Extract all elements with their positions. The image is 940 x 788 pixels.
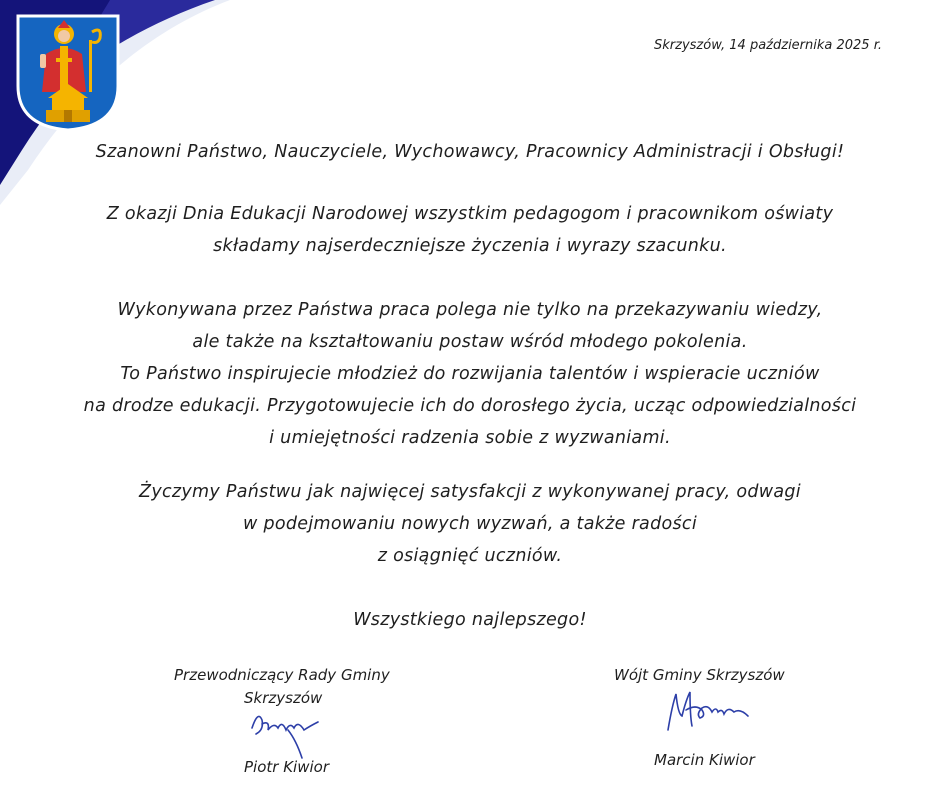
- paragraph-line: na drodze edukacji. Przygotowujecie ich do dorosłego życia, ucząc odpowiedzialności: [83, 396, 857, 416]
- paragraph-line: i umiejętności radzenia sobie z wyzwaniami.: [269, 428, 671, 448]
- paragraph-line: ale także na kształtowaniu postaw wśród młodego pokolenia.: [192, 332, 748, 352]
- paragraph-line: To Państwo inspirujecie młodzież do rozwijania talentów i wspieracie uczniów: [120, 364, 820, 384]
- salutation-line: Szanowni Państwo, Nauczyciele, Wychowawcy, Pracownicy Administracji i Obsługi!: [95, 142, 845, 162]
- salutation: [0, 136, 940, 168]
- paragraph-appreciation: [0, 294, 940, 454]
- closing-line: [0, 604, 940, 636]
- mayor-title: Wójt Gminy Skrzyszów: [614, 666, 785, 684]
- paragraph-line: Z okazji Dnia Edukacji Narodowej wszystkim pedagogom i pracownikom oświaty: [106, 204, 834, 224]
- council-chair-title-line1: Przewodniczący Rady Gminy: [174, 666, 390, 684]
- council-chair-title-line2: Skrzyszów: [244, 689, 323, 707]
- paragraph-line: Wykonywana przez Państwa praca polega nie tylko na przekazywaniu wiedzy,: [117, 300, 823, 320]
- mayor-signature: [662, 686, 754, 736]
- paragraph-line: w podejmowaniu nowych wyzwań, a także radości: [242, 514, 698, 534]
- council-chair-name: Piotr Kiwior: [244, 758, 329, 776]
- mayor-name: Marcin Kiwior: [654, 751, 755, 769]
- paragraph-line: z osiągnięć uczniów.: [377, 546, 563, 566]
- paragraph-greeting: [0, 198, 940, 262]
- letter-date: Skrzyszów, 14 października 2025 r.: [654, 38, 882, 53]
- council-chair-signature: [244, 700, 324, 762]
- coat-of-arms-logo: [16, 14, 120, 132]
- paragraph-line: Życzymy Państwu jak najwięcej satysfakcji z wykonywanej pracy, odwagi: [139, 482, 801, 502]
- paragraph-wishes: [0, 476, 940, 572]
- paragraph-line: składamy najserdeczniejsze życzenia i wyrazy szacunku.: [213, 236, 727, 256]
- closing-text: Wszystkiego najlepszego!: [353, 610, 587, 630]
